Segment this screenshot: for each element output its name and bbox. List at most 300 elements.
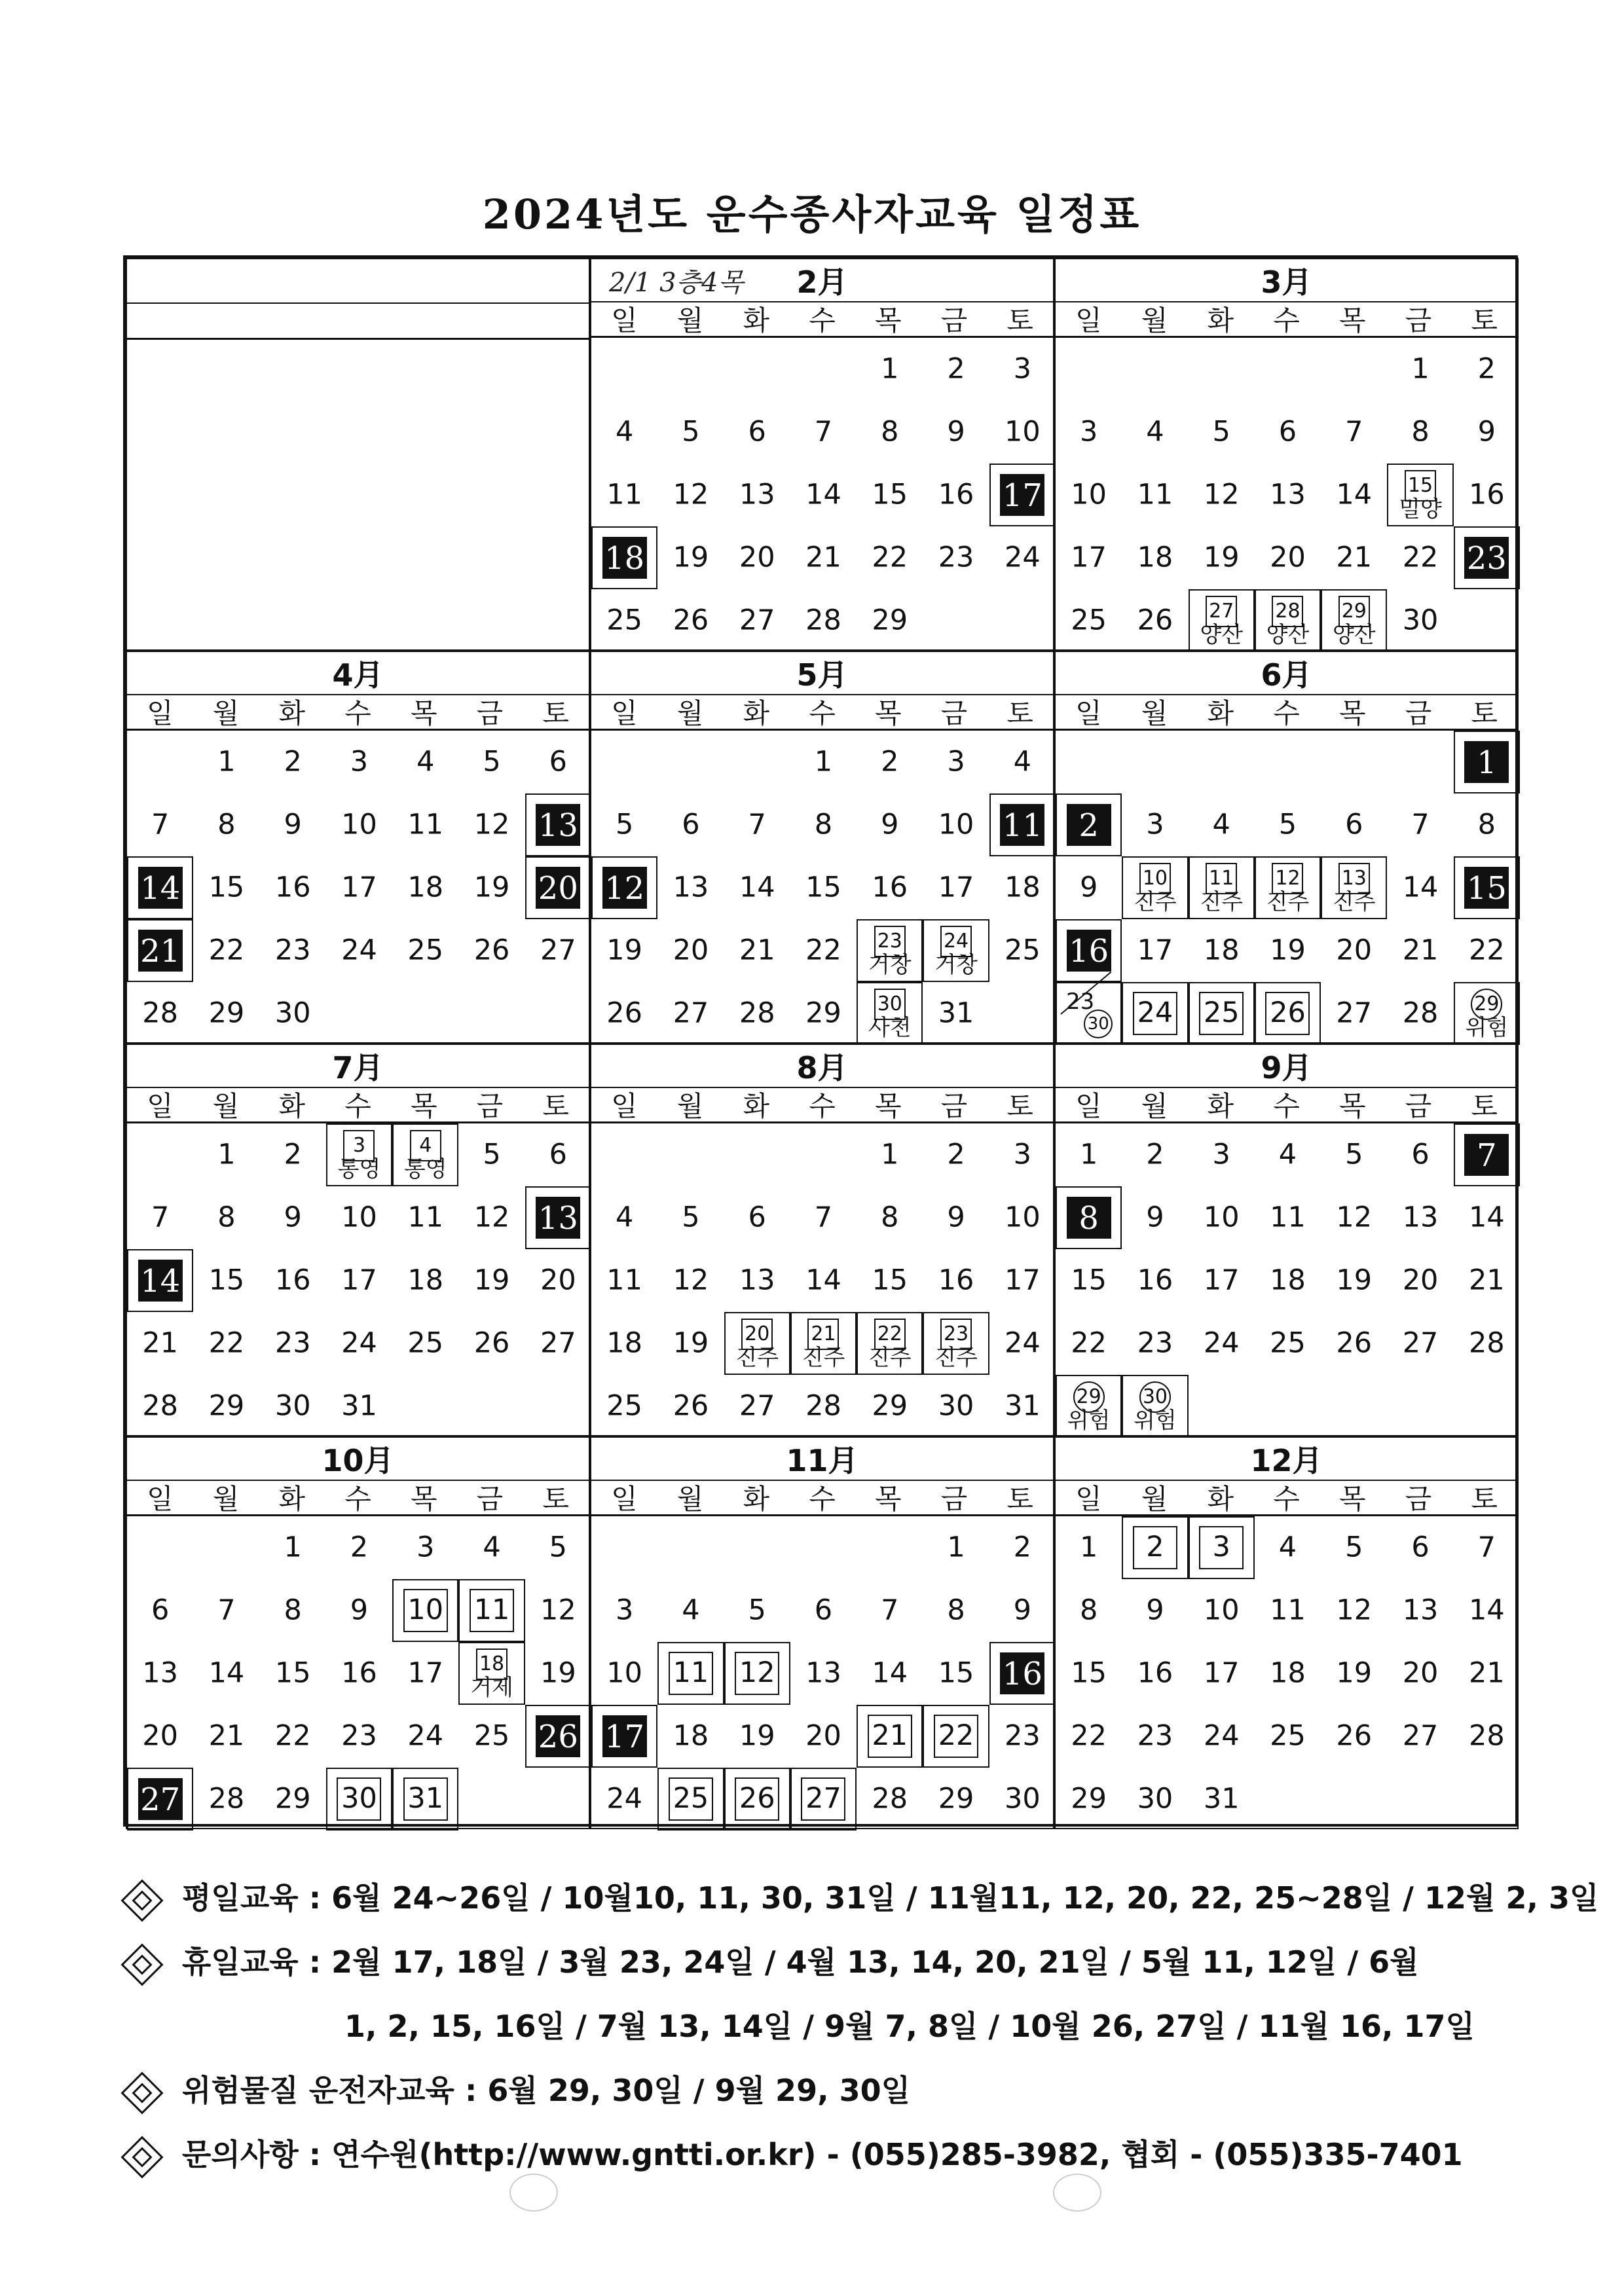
weekday-label: 금 [1405, 1090, 1432, 1122]
punch-hole [509, 2174, 558, 2212]
holiday-training-day: 17 [989, 464, 1056, 526]
day-cell: 12 [673, 1264, 709, 1297]
weekday-label: 화 [1207, 1483, 1234, 1515]
day-cell: 10 [606, 1656, 642, 1690]
day-cell: 12 [1336, 1594, 1373, 1627]
day-cell: 30 [274, 1389, 311, 1423]
day-cell: 5 [682, 415, 700, 448]
day-cell: 15 [274, 1656, 311, 1690]
weekday-header [1056, 695, 1517, 731]
day-cell: 4 [615, 415, 634, 448]
regional-training-day: 24 거창 [923, 919, 989, 982]
regional-training-day: 13 진주 [1321, 856, 1387, 919]
day-cell: 17 [1071, 541, 1107, 574]
day-cell: 31 [1004, 1389, 1041, 1423]
weekday-label: 수 [344, 1090, 371, 1122]
day-cell: 14 [208, 1656, 245, 1690]
holiday-training-day: 18 [591, 526, 657, 589]
weekday-header [591, 302, 1053, 338]
day-cell: 8 [814, 808, 833, 841]
day-cell: 7 [151, 808, 170, 841]
weekday-label: 목 [410, 1483, 437, 1515]
day-cell: 20 [739, 541, 775, 574]
month-block [1054, 258, 1519, 651]
weekday-training-day: 10 [392, 1579, 458, 1642]
day-cell: 24 [1203, 1719, 1240, 1753]
day-cell: 8 [881, 415, 899, 448]
day-cell: 1 [217, 1138, 236, 1171]
day-cell: 19 [1270, 934, 1306, 967]
weekday-label: 토 [1006, 697, 1033, 729]
weekday-label: 화 [743, 1090, 770, 1122]
weekday-training-day: 11 [657, 1642, 724, 1705]
weekday-label: 토 [542, 1483, 569, 1515]
training-location: 사천 [868, 1015, 912, 1041]
weekday-label: 화 [743, 1483, 770, 1515]
day-cell: 20 [540, 1264, 576, 1297]
training-location: 위험 [1465, 1015, 1509, 1041]
day-cell: 24 [606, 1782, 642, 1815]
holiday-training-day: 27 [127, 1768, 193, 1831]
weekday-label: 일 [1075, 697, 1102, 729]
day-cell: 6 [814, 1594, 833, 1627]
day-cell: 18 [1270, 1656, 1306, 1690]
weekday-label: 수 [1273, 697, 1300, 729]
day-cell: 6 [682, 808, 700, 841]
day-cell: 24 [407, 1719, 444, 1753]
day-cell: 26 [673, 604, 709, 637]
day-cell: 10 [1203, 1201, 1240, 1234]
day-cell: 23 [274, 1326, 311, 1360]
day-cell: 17 [341, 1264, 377, 1297]
regional-training-day: 11 진주 [1189, 856, 1255, 919]
training-location: 양산 [1266, 622, 1310, 648]
weekday-label: 금 [1405, 304, 1432, 337]
regional-training-day: 10 진주 [1122, 856, 1188, 919]
weekday-header [591, 1088, 1053, 1123]
weekday-label: 일 [1075, 1090, 1102, 1122]
day-cell: 31 [341, 1389, 377, 1423]
month-block [1054, 1436, 1519, 1829]
regional-training-day: 30 사천 [857, 982, 923, 1045]
day-cell: 20 [805, 1719, 841, 1753]
day-cell: 21 [1402, 934, 1439, 967]
day-cell: 22 [1402, 541, 1439, 574]
day-cell: 6 [1411, 1531, 1430, 1564]
day-cell: 9 [1079, 871, 1098, 904]
weekday-label: 목 [874, 1090, 902, 1122]
day-cell: 18 [407, 871, 444, 904]
day-cell: 2 [1013, 1531, 1032, 1564]
weekday-training-day: 26 [1255, 982, 1321, 1045]
day-cell: 18 [407, 1264, 444, 1297]
day-cell: 12 [473, 1201, 510, 1234]
day-cell: 22 [805, 934, 841, 967]
day-cell: 5 [682, 1201, 700, 1234]
training-location: 밀양 [1399, 496, 1442, 522]
day-cell: 14 [739, 871, 775, 904]
note-holiday-training: 휴일교육 : 2월 17, 18일 / 3월 23, 24일 / 4월 13, 14, 20, 21일 / 5월 11, 12일 / 6월 [118, 1930, 1526, 1994]
day-cell: 18 [673, 1719, 709, 1753]
weekday-label: 금 [476, 1483, 504, 1515]
day-cell: 22 [1071, 1719, 1107, 1753]
training-location: 거제 [470, 1675, 513, 1701]
day-cell: 4 [416, 745, 435, 778]
regional-training-day: 30 위험 [1122, 1375, 1188, 1438]
day-cell: 21 [739, 934, 775, 967]
day-cell: 4 [483, 1531, 501, 1564]
day-cell: 2 [1477, 352, 1496, 386]
weekday-label: 목 [874, 697, 902, 729]
regional-training-day: 22 진주 [857, 1312, 923, 1375]
regional-training-day: 23 진주 [923, 1312, 989, 1375]
punch-hole [1053, 2174, 1101, 2212]
day-cell: 15 [1071, 1264, 1107, 1297]
weekday-label: 토 [1471, 697, 1498, 729]
day-cell: 16 [274, 871, 311, 904]
weekday-label: 목 [874, 304, 902, 337]
weekday-label: 수 [809, 697, 836, 729]
day-cell: 21 [1336, 541, 1373, 574]
page-title: 2024년도 운수종사자교육 일정표 [482, 191, 1142, 238]
day-cell: 28 [142, 996, 178, 1030]
weekday-header [1056, 1088, 1517, 1123]
day-cell: 1 [1079, 1138, 1098, 1171]
day-cell: 28 [142, 1389, 178, 1423]
weekday-label: 금 [940, 304, 968, 337]
day-cell: 4 [1278, 1138, 1297, 1171]
day-cell: 4 [1278, 1531, 1297, 1564]
training-location: 진주 [934, 1345, 978, 1371]
regional-training-day: 28 양산 [1255, 589, 1321, 652]
day-cell: 16 [1137, 1656, 1173, 1690]
day-cell: 3 [416, 1531, 435, 1564]
day-cell: 24 [1203, 1326, 1240, 1360]
day-cell: 16 [1468, 478, 1505, 511]
training-location: 거창 [868, 952, 912, 978]
day-cell: 16 [938, 478, 974, 511]
note-holiday-training-cont: 1, 2, 15, 16일 / 7월 13, 14일 / 9월 7, 8일 / 10월 26, 27일 / 11월 16, 17일 [344, 2009, 1475, 2044]
regional-training-day: 3 통영 [326, 1123, 392, 1186]
day-cell: 21 [1468, 1656, 1505, 1690]
day-cell: 23 [1137, 1326, 1173, 1360]
day-cell: 8 [1411, 415, 1430, 448]
weekday-label: 일 [611, 304, 638, 337]
weekday-label: 수 [1273, 1483, 1300, 1515]
training-location: 진주 [1266, 889, 1310, 915]
day-cell: 10 [938, 808, 974, 841]
day-cell: 29 [805, 996, 841, 1030]
weekday-header [591, 1481, 1053, 1516]
weekday-label: 일 [1075, 304, 1102, 337]
day-cell: 17 [1137, 934, 1173, 967]
day-cell: 29 [872, 604, 908, 637]
day-cell: 11 [606, 1264, 642, 1297]
day-cell: 12 [540, 1594, 576, 1627]
day-cell: 4 [1013, 745, 1032, 778]
weekday-label: 금 [1405, 1483, 1432, 1515]
day-cell: 25 [407, 1326, 444, 1360]
holiday-training-day: 13 [525, 1186, 591, 1249]
day-cell: 17 [1203, 1656, 1240, 1690]
weekday-label: 화 [278, 1483, 306, 1515]
day-cell: 8 [217, 808, 236, 841]
day-cell: 9 [284, 1201, 302, 1234]
day-cell: 10 [341, 1201, 377, 1234]
day-cell: 22 [1071, 1326, 1107, 1360]
day-cell: 29 [872, 1389, 908, 1423]
day-cell: 9 [1013, 1594, 1032, 1627]
day-cell: 30 [1004, 1782, 1041, 1815]
blank-top-left-block [126, 258, 590, 651]
day-cell: 29 [1071, 1782, 1107, 1815]
day-cell: 18 [1203, 934, 1240, 967]
day-cell: 13 [805, 1656, 841, 1690]
day-cell: 17 [341, 871, 377, 904]
training-location: 진주 [868, 1345, 912, 1371]
weekday-label: 토 [542, 697, 569, 729]
day-cell: 15 [1071, 1656, 1107, 1690]
day-cell: 10 [1004, 415, 1041, 448]
day-cell: 23 [341, 1719, 377, 1753]
day-cell: 27 [540, 934, 576, 967]
day-cell: 28 [208, 1782, 245, 1815]
day-cell: 27 [1402, 1326, 1439, 1360]
holiday-training-day: 17 [591, 1705, 657, 1768]
weekday-header [1056, 1481, 1517, 1516]
weekday-training-day: 31 [392, 1768, 458, 1831]
weekday-label: 수 [1273, 304, 1300, 337]
day-cell: 8 [284, 1594, 302, 1627]
weekday-label: 토 [1471, 1483, 1498, 1515]
notes-section [118, 1866, 1599, 2187]
weekday-label: 일 [147, 1483, 174, 1515]
month-block [1054, 651, 1519, 1044]
day-cell: 26 [473, 934, 510, 967]
month-title: 12月 [1056, 1438, 1517, 1481]
weekday-training-day: 12 [724, 1642, 790, 1705]
day-cell: 19 [673, 1326, 709, 1360]
day-cell: 7 [1411, 808, 1430, 841]
day-cell: 20 [1402, 1264, 1439, 1297]
weekday-header [127, 1088, 589, 1123]
day-cell: 19 [739, 1719, 775, 1753]
weekday-training-day: 27 [790, 1768, 857, 1831]
day-cell: 5 [483, 1138, 501, 1171]
day-cell: 25 [606, 604, 642, 637]
day-cell: 13 [142, 1656, 178, 1690]
holiday-training-day: 8 [1056, 1186, 1122, 1249]
day-cell: 25 [1004, 934, 1041, 967]
day-cell: 15 [208, 871, 245, 904]
day-cell: 18 [1270, 1264, 1306, 1297]
training-location: 통영 [337, 1156, 381, 1182]
weekday-label: 수 [809, 1090, 836, 1122]
weekday-label: 금 [476, 697, 504, 729]
day-cell: 24 [341, 1326, 377, 1360]
regional-training-day: 29 양산 [1321, 589, 1387, 652]
training-location: 통영 [403, 1156, 447, 1182]
day-cell: 4 [1212, 808, 1230, 841]
day-cell: 28 [1468, 1719, 1505, 1753]
day-cell: 25 [1270, 1326, 1306, 1360]
weekday-label: 목 [1338, 304, 1366, 337]
day-cell: 26 [606, 996, 642, 1030]
holiday-training-day: 21 [127, 919, 193, 982]
day-cell: 4 [615, 1201, 634, 1234]
day-cell: 3 [1079, 415, 1098, 448]
day-cell: 13 [1270, 478, 1306, 511]
month-block [590, 1044, 1054, 1436]
day-cell: 26 [673, 1389, 709, 1423]
weekday-training-day: 3 [1189, 1516, 1255, 1579]
day-cell: 7 [814, 415, 833, 448]
day-cell: 14 [805, 478, 841, 511]
day-cell: 20 [1336, 934, 1373, 967]
weekday-label: 월 [676, 1090, 704, 1122]
weekday-label: 목 [1338, 1483, 1366, 1515]
day-cell: 25 [1071, 604, 1107, 637]
day-cell: 28 [805, 1389, 841, 1423]
weekday-header [127, 1481, 589, 1516]
weekday-training-day: 25 [1189, 982, 1255, 1045]
day-cell: 11 [1270, 1594, 1306, 1627]
day-cell: 3 [1212, 1138, 1230, 1171]
day-cell: 7 [1477, 1531, 1496, 1564]
day-cell: 31 [1203, 1782, 1240, 1815]
day-cell: 23 [1137, 1719, 1173, 1753]
day-cell: 21 [208, 1719, 245, 1753]
regional-training-day: 29 위험 [1454, 982, 1520, 1045]
weekday-label: 수 [1273, 1090, 1300, 1122]
day-cell: 14 [1336, 478, 1373, 511]
day-cell: 7 [881, 1594, 899, 1627]
day-cell: 26 [473, 1326, 510, 1360]
day-cell: 12 [1203, 478, 1240, 511]
weekday-training-day: 24 [1122, 982, 1188, 1045]
day-cell: 19 [673, 541, 709, 574]
day-cell: 8 [881, 1201, 899, 1234]
weekday-label: 월 [212, 1483, 240, 1515]
month-title: 8月 [591, 1045, 1053, 1088]
day-cell: 3 [947, 745, 965, 778]
month-title: 11月 [591, 1438, 1053, 1481]
day-cell: 20 [1270, 541, 1306, 574]
day-cell: 3 [615, 1594, 634, 1627]
diamond-bullet-icon [120, 1879, 163, 1922]
day-cell: 27 [739, 604, 775, 637]
note-hazmat-training: 위험물질 운전자교육 : 6월 29, 30일 / 9월 29, 30일 [118, 2058, 1526, 2123]
day-cell: 19 [473, 1264, 510, 1297]
weekday-training-day: 25 [657, 1768, 724, 1831]
day-cell: 27 [1402, 1719, 1439, 1753]
day-cell: 19 [1336, 1264, 1373, 1297]
day-cell: 21 [1468, 1264, 1505, 1297]
day-cell: 28 [1468, 1326, 1505, 1360]
day-cell: 21 [805, 541, 841, 574]
weekday-label: 화 [743, 697, 770, 729]
day-cell: 11 [606, 478, 642, 511]
weekday-label: 월 [1141, 304, 1168, 337]
regional-training-day: 21 진주 [790, 1312, 857, 1375]
day-cell: 10 [1004, 1201, 1041, 1234]
day-cell: 3 [1146, 808, 1164, 841]
day-cell: 2 [881, 745, 899, 778]
day-cell: 13 [1402, 1594, 1439, 1627]
month-title: 6月 [1056, 652, 1517, 695]
day-cell: 30 [938, 1389, 974, 1423]
month-title: 3月 [1056, 259, 1517, 302]
weekday-label: 토 [542, 1090, 569, 1122]
day-cell: 5 [748, 1594, 766, 1627]
month-title: 7月 [127, 1045, 589, 1088]
day-cell: 19 [540, 1656, 576, 1690]
day-cell: 14 [1468, 1201, 1505, 1234]
weekday-training-day: 21 [857, 1705, 923, 1768]
day-cell: 6 [1411, 1138, 1430, 1171]
weekday-training-day: 26 [724, 1768, 790, 1831]
day-cell: 2 [350, 1531, 369, 1564]
day-cell: 31 [938, 996, 974, 1030]
day-cell: 11 [407, 1201, 444, 1234]
holiday-training-day: 7 [1454, 1123, 1520, 1186]
weekday-header [127, 695, 589, 731]
training-location: 진주 [802, 1345, 845, 1371]
day-cell: 1 [881, 1138, 899, 1171]
regional-training-day: 27 양산 [1189, 589, 1255, 652]
day-cell: 22 [1468, 934, 1505, 967]
weekday-label: 화 [278, 697, 306, 729]
day-cell: 7 [748, 808, 766, 841]
day-cell: 6 [748, 1201, 766, 1234]
day-cell: 6 [549, 745, 568, 778]
day-cell: 14 [1402, 871, 1439, 904]
day-cell: 26 [1336, 1326, 1373, 1360]
weekday-label: 토 [1471, 304, 1498, 337]
split-day-cell: 23 30 [1056, 982, 1122, 1045]
day-cell: 18 [1004, 871, 1041, 904]
day-cell: 25 [407, 934, 444, 967]
weekday-label: 화 [278, 1090, 306, 1122]
weekday-label: 월 [1141, 1483, 1168, 1515]
weekday-label: 금 [940, 1483, 968, 1515]
day-cell: 15 [872, 478, 908, 511]
day-cell: 10 [341, 808, 377, 841]
weekday-label: 일 [611, 697, 638, 729]
day-cell: 5 [549, 1531, 568, 1564]
day-cell: 9 [947, 415, 965, 448]
holiday-training-day: 14 [127, 856, 193, 919]
month-block [1054, 1044, 1519, 1436]
day-cell: 4 [1146, 415, 1164, 448]
day-cell: 30 [274, 996, 311, 1030]
month-title: 5月 [591, 652, 1053, 695]
day-cell: 14 [805, 1264, 841, 1297]
day-cell: 15 [872, 1264, 908, 1297]
day-cell: 19 [473, 871, 510, 904]
day-cell: 27 [540, 1326, 576, 1360]
training-location: 진주 [1200, 889, 1244, 915]
day-cell: 9 [947, 1201, 965, 1234]
day-cell: 12 [673, 478, 709, 511]
holiday-training-day: 20 [525, 856, 591, 919]
weekday-label: 월 [212, 1090, 240, 1122]
training-location: 진주 [1332, 889, 1376, 915]
day-cell: 16 [274, 1264, 311, 1297]
day-cell: 9 [881, 808, 899, 841]
weekday-label: 토 [1006, 1483, 1033, 1515]
diamond-bullet-icon [120, 2071, 163, 2114]
